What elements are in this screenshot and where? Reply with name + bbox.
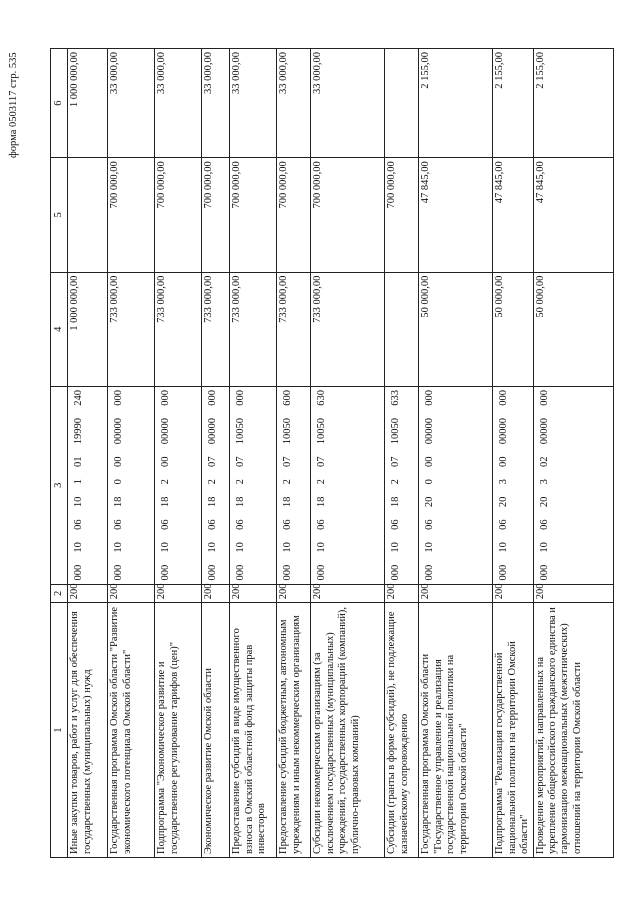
budget-code: [312, 390, 328, 581]
approved-amount-cell: 50 000,00: [419, 272, 493, 386]
budget-code-part: 000: [316, 564, 328, 581]
table-row: [155, 49, 202, 858]
budget-code-part: 2: [390, 479, 402, 485]
column-header: 4: [51, 272, 68, 386]
budget-code-part: 07: [316, 456, 328, 467]
budget-code-part: 000: [207, 390, 219, 406]
budget-code-part: 00000: [113, 417, 125, 445]
budget-code: [109, 390, 125, 581]
row-name-cell: Государственная программа Омской области "Развитие экономического потенциала Омской области": [108, 603, 155, 858]
budget-code-part: 18: [235, 496, 247, 508]
row-name-cell: Подпрограмма "Экономическое развитие и государственное регулирование тарифов (цен)": [155, 603, 202, 858]
row-name-cell: Субсидии (гранты в форме субсидий), не подлежащие казначейскому сопровождению: [385, 603, 419, 858]
row-line-code-cell: 200: [155, 584, 202, 603]
approved-amount-cell: 50 000,00: [493, 272, 533, 386]
row-budget-code-cell: [493, 386, 533, 584]
executed-amount-cell: 700 000,00: [230, 158, 277, 272]
row-name-cell: Подпрограмма "Реализация государственной национальной политики на территории Омской области": [493, 603, 533, 858]
unexecuted-amount-cell: 2 155,00: [493, 49, 533, 158]
unexecuted-amount-cell: [385, 49, 419, 158]
budget-code-part: 000: [207, 564, 219, 581]
executed-amount-cell: 700 000,00: [311, 158, 385, 272]
row-budget-code-cell: [202, 386, 230, 584]
budget-code-part: 20: [424, 496, 436, 508]
budget-code: [69, 390, 85, 581]
budget-code-part: 000: [424, 390, 436, 406]
budget-code-part: 18: [316, 496, 328, 508]
budget-code-part: 07: [282, 456, 294, 467]
budget-code-part: 07: [235, 456, 247, 467]
executed-amount-cell: 47 845,00: [493, 158, 533, 272]
row-name-cell: Проведение мероприятий, направленных на укрепление общероссийского гражданского единства и гармонизацию межнациональных (межэтнических) отношений на территории Омской области: [533, 603, 613, 858]
budget-code-part: 00000: [424, 417, 436, 445]
budget-code-part: 630: [316, 390, 328, 406]
table-row: [68, 49, 108, 858]
budget-code-part: 20: [538, 496, 550, 508]
budget-code-part: 000: [160, 390, 172, 406]
budget-code-part: 000: [113, 390, 125, 406]
unexecuted-amount-cell: 2 155,00: [533, 49, 613, 158]
row-line-code-cell: 200: [202, 584, 230, 603]
budget-code-part: 000: [160, 564, 172, 581]
budget-code-part: 10050: [390, 417, 402, 445]
budget-code-part: 10050: [282, 417, 294, 445]
row-line-code-cell: 200: [385, 584, 419, 603]
budget-code-part: 06: [235, 519, 247, 530]
budget-code-part: 10: [316, 542, 328, 553]
budget-code-part: 000: [235, 390, 247, 406]
budget-code-part: 01: [73, 456, 85, 467]
row-budget-code-cell: [419, 386, 493, 584]
budget-code-part: 10: [113, 542, 125, 553]
table-body: [68, 49, 613, 858]
approved-amount-cell: 733 000,00: [311, 272, 385, 386]
budget-code-part: 06: [113, 519, 125, 530]
row-line-code-cell: 200: [419, 584, 493, 603]
row-budget-code-cell: [385, 386, 419, 584]
budget-code-part: 10: [498, 542, 510, 553]
budget-code: [535, 390, 551, 581]
budget-code: [231, 390, 247, 581]
unexecuted-amount-cell: 33 000,00: [155, 49, 202, 158]
form-page-label: форма 0503117 стр. 535: [8, 52, 19, 158]
budget-code-part: 18: [113, 496, 125, 508]
budget-code-part: 06: [498, 519, 510, 530]
budget-code-part: 240: [73, 390, 85, 406]
budget-code-part: 19990: [73, 417, 85, 445]
table-row: [230, 49, 277, 858]
budget-code-part: 10: [282, 542, 294, 553]
budget-code-part: 2: [316, 479, 328, 485]
unexecuted-amount-cell: 33 000,00: [230, 49, 277, 158]
executed-amount-cell: 700 000,00: [385, 158, 419, 272]
table-header: [51, 49, 68, 858]
budget-code-part: 00000: [160, 417, 172, 445]
row-line-code-cell: 200: [108, 584, 155, 603]
column-header: 1: [51, 603, 68, 858]
row-budget-code-cell: [230, 386, 277, 584]
budget-code-part: 2: [160, 479, 172, 485]
budget-code-part: 10: [424, 542, 436, 553]
budget-code-part: 000: [282, 564, 294, 581]
budget-code-part: 00: [498, 456, 510, 467]
budget-code-part: 18: [207, 496, 219, 508]
row-name-cell: Предоставление субсидий в виде имущественного взноса в Омский областной фонд защиты прав инвесторов: [230, 603, 277, 858]
row-budget-code-cell: [155, 386, 202, 584]
executed-amount-cell: 47 845,00: [419, 158, 493, 272]
row-line-code-cell: 200: [230, 584, 277, 603]
budget-code-part: 10050: [316, 417, 328, 445]
budget-code-part: 02: [538, 456, 550, 467]
approved-amount-cell: 50 000,00: [533, 272, 613, 386]
row-name-cell: Предоставление субсидий бюджетным, автономным учреждениям и иным некоммерческим организациям: [277, 603, 311, 858]
budget-code-part: 10: [538, 542, 550, 553]
executed-amount-cell: [68, 158, 108, 272]
unexecuted-amount-cell: 33 000,00: [108, 49, 155, 158]
budget-code-part: 2: [207, 479, 219, 485]
column-header: 5: [51, 158, 68, 272]
row-budget-code-cell: [311, 386, 385, 584]
budget-code-part: 000: [498, 390, 510, 406]
budget-code-part: 00000: [498, 417, 510, 445]
column-header: 3: [51, 386, 68, 584]
unexecuted-amount-cell: 2 155,00: [419, 49, 493, 158]
budget-code-part: 000: [73, 564, 85, 581]
row-name-cell: Государственная программа Омской области "Государственное управление и реализация государственной национальной политики на территории Омской области": [419, 603, 493, 858]
row-line-code-cell: 200: [311, 584, 385, 603]
budget-code: [156, 390, 172, 581]
executed-amount-cell: 700 000,00: [155, 158, 202, 272]
budget-code-part: 10: [73, 496, 85, 508]
budget-code: [420, 390, 436, 581]
row-line-code-cell: 200: [68, 584, 108, 603]
budget-code-part: 06: [424, 519, 436, 530]
budget-code-part: 000: [424, 564, 436, 581]
budget-code-part: 2: [282, 479, 294, 485]
unexecuted-amount-cell: 33 000,00: [311, 49, 385, 158]
approved-amount-cell: 733 000,00: [277, 272, 311, 386]
unexecuted-amount-cell: 33 000,00: [202, 49, 230, 158]
row-budget-code-cell: [68, 386, 108, 584]
approved-amount-cell: [385, 272, 419, 386]
budget-code-part: 600: [282, 390, 294, 406]
budget-code-part: 3: [538, 479, 550, 485]
budget-execution-table: [50, 48, 614, 858]
budget-code-part: 06: [207, 519, 219, 530]
budget-code-part: 10: [160, 542, 172, 553]
budget-code-part: 07: [207, 456, 219, 467]
budget-code-part: 20: [498, 496, 510, 508]
table-row: [311, 49, 385, 858]
budget-code-part: 00: [160, 456, 172, 467]
budget-code-part: 06: [73, 519, 85, 530]
budget-code-part: 000: [498, 564, 510, 581]
table-row: [419, 49, 493, 858]
column-header: 2: [51, 584, 68, 603]
budget-code-part: 07: [390, 456, 402, 467]
approved-amount-cell: 1 000 000,00: [68, 272, 108, 386]
row-budget-code-cell: [277, 386, 311, 584]
budget-code: [203, 390, 219, 581]
approved-amount-cell: 733 000,00: [230, 272, 277, 386]
row-name-cell: Экономическое развитие Омской области: [202, 603, 230, 858]
budget-code-part: 00000: [538, 417, 550, 445]
executed-amount-cell: 700 000,00: [202, 158, 230, 272]
budget-code-part: 10: [207, 542, 219, 553]
table-row: [493, 49, 533, 858]
budget-code-part: 000: [538, 390, 550, 406]
budget-code-part: 06: [390, 519, 402, 530]
row-name-cell: Субсидии некоммерческим организациям (за исключением государственных (муниципальных) учреждений, государственных корпораций (компаний), публично-правовых компаний): [311, 603, 385, 858]
budget-code-part: 06: [160, 519, 172, 530]
budget-code-part: 06: [316, 519, 328, 530]
unexecuted-amount-cell: 33 000,00: [277, 49, 311, 158]
row-line-code-cell: 200: [277, 584, 311, 603]
table-row: [385, 49, 419, 858]
table-row: [533, 49, 613, 858]
budget-code-part: 10050: [235, 417, 247, 445]
budget-code-part: 10: [390, 542, 402, 553]
table-row: [277, 49, 311, 858]
budget-code-part: 00: [424, 456, 436, 467]
executed-amount-cell: 700 000,00: [108, 158, 155, 272]
budget-code-part: 00000: [207, 417, 219, 445]
budget-code-part: 000: [538, 564, 550, 581]
column-header: 6: [51, 49, 68, 158]
executed-amount-cell: 47 845,00: [533, 158, 613, 272]
table-row: [108, 49, 155, 858]
budget-code-part: 18: [282, 496, 294, 508]
budget-code-part: 10: [235, 542, 247, 553]
budget-code-part: 1: [73, 479, 85, 485]
budget-code-part: 633: [390, 390, 402, 406]
budget-code-part: 0: [424, 479, 436, 485]
budget-code-part: 06: [538, 519, 550, 530]
approved-amount-cell: 733 000,00: [108, 272, 155, 386]
budget-code-part: 3: [498, 479, 510, 485]
row-budget-code-cell: [533, 386, 613, 584]
row-budget-code-cell: [108, 386, 155, 584]
row-name-cell: Иные закупки товаров, работ и услуг для обеспечения государственных (муниципальных) нужд: [68, 603, 108, 858]
row-line-code-cell: 200: [493, 584, 533, 603]
unexecuted-amount-cell: 1 000 000,00: [68, 49, 108, 158]
budget-code-part: 000: [113, 564, 125, 581]
approved-amount-cell: 733 000,00: [202, 272, 230, 386]
budget-code-part: 18: [390, 496, 402, 508]
budget-code-part: 0: [113, 479, 125, 485]
budget-code-part: 00: [113, 456, 125, 467]
budget-code: [386, 390, 402, 581]
budget-code-part: 000: [235, 564, 247, 581]
budget-code: [494, 390, 510, 581]
executed-amount-cell: 700 000,00: [277, 158, 311, 272]
rotated-page: [50, 48, 605, 858]
budget-code: [278, 390, 294, 581]
budget-code-part: 06: [282, 519, 294, 530]
row-line-code-cell: 200: [533, 584, 613, 603]
table-row: [202, 49, 230, 858]
budget-code-part: 18: [160, 496, 172, 508]
budget-code-part: 10: [73, 542, 85, 553]
budget-code-part: 000: [390, 564, 402, 581]
budget-code-part: 2: [235, 479, 247, 485]
approved-amount-cell: 733 000,00: [155, 272, 202, 386]
